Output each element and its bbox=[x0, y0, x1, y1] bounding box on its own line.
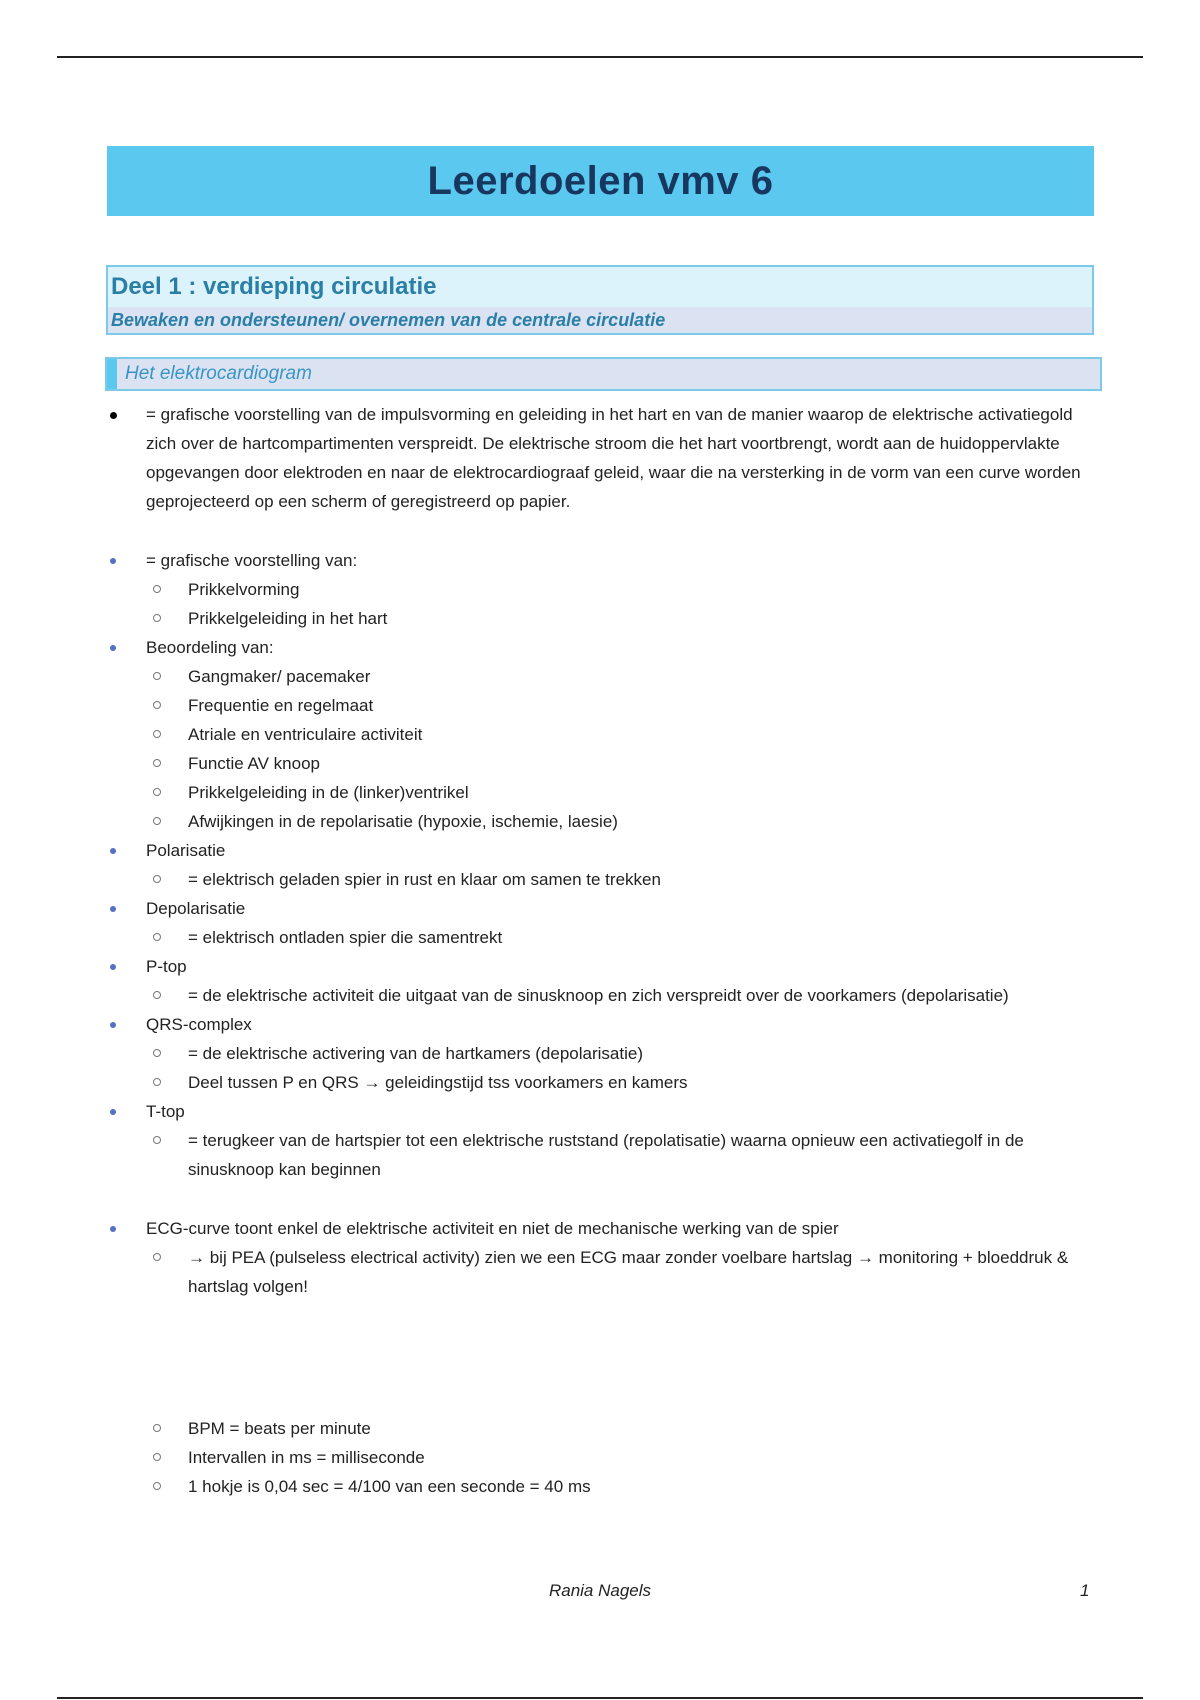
sub-list-item bbox=[0, 749, 1200, 778]
page-number: 1 bbox=[1080, 1581, 1090, 1600]
sub-list-item-text: → bij PEA (pulseless electrical activity) zien we een ECG maar zonder voelbare hartslag → monitoring + bloeddruk & hartslag volgen! bbox=[188, 1248, 1069, 1296]
title-banner bbox=[107, 146, 1094, 216]
section-header bbox=[106, 265, 1094, 335]
bullet-icon bbox=[110, 848, 116, 854]
circle-bullet-icon bbox=[153, 991, 161, 999]
circle-bullet-icon bbox=[153, 788, 161, 796]
sub-list-item bbox=[0, 1126, 1200, 1184]
sub-list-item bbox=[0, 923, 1200, 952]
list-item bbox=[0, 1097, 1200, 1126]
list-item-label: QRS-complex bbox=[146, 1015, 252, 1034]
sub-list-item bbox=[0, 1039, 1200, 1068]
sub-list-item bbox=[0, 720, 1200, 749]
list-item-label: T-top bbox=[146, 1102, 185, 1121]
document-title: Leerdoelen vmv 6 bbox=[427, 158, 774, 203]
sub-list-item-text: = elektrisch geladen spier in rust en klaar om samen te trekken bbox=[188, 870, 661, 889]
sub-list-item-text: Atriale en ventriculaire activiteit bbox=[188, 725, 423, 744]
list-item bbox=[0, 633, 1200, 662]
top-rule bbox=[57, 56, 1143, 58]
bullet-icon bbox=[110, 1109, 116, 1115]
sub-list-item-text: Gangmaker/ pacemaker bbox=[188, 667, 371, 686]
sub-list-item bbox=[0, 575, 1200, 604]
sub-list-item bbox=[0, 1243, 1200, 1301]
bullet-icon bbox=[110, 1226, 116, 1232]
bullet-icon bbox=[110, 645, 116, 651]
sub-list-item-text: BPM = beats per minute bbox=[188, 1419, 371, 1438]
section-subtitle-row bbox=[108, 307, 1092, 333]
list-item-label: Beoordeling van: bbox=[146, 638, 274, 657]
spacer bbox=[0, 1301, 1200, 1414]
circle-bullet-icon bbox=[153, 730, 161, 738]
bottom-rule bbox=[57, 1697, 1143, 1699]
footer-author: Rania Nagels bbox=[548, 1581, 652, 1600]
sub-list-item bbox=[0, 691, 1200, 720]
sub-list-item bbox=[0, 865, 1200, 894]
list-item bbox=[0, 894, 1200, 923]
sub-list-item bbox=[0, 981, 1200, 1010]
sub-list-item-text: Frequentie en regelmaat bbox=[188, 696, 374, 715]
intro-text: = grafische voorstelling van de impulsvorming en geleiding in het hart en van de manier waarop de elektrische activatiegold zich over de hartcompartimenten verspreidt. De elektrische stroom die het hart voortbrengt, wordt aan de huidoppervlakte opgevangen door elektroden en naar de elektrocardiograaf geleid, waar die na versterking in de vorm van een curve worden geprojecteerd op een scherm of geregistreerd op papier. bbox=[146, 405, 1081, 511]
sub-list-item bbox=[0, 778, 1200, 807]
circle-bullet-icon bbox=[153, 1136, 161, 1144]
sub-list-item bbox=[0, 604, 1200, 633]
list-item bbox=[0, 952, 1200, 981]
list-item bbox=[0, 546, 1200, 575]
bullet-icon bbox=[110, 412, 117, 419]
subsection-accent bbox=[107, 359, 117, 389]
sub-list-item bbox=[0, 662, 1200, 691]
sub-list-item bbox=[0, 807, 1200, 836]
list-item bbox=[0, 1010, 1200, 1039]
circle-bullet-icon bbox=[153, 875, 161, 883]
bullet-icon bbox=[110, 964, 116, 970]
list-item-label: = grafische voorstelling van: bbox=[146, 551, 358, 570]
spacer bbox=[0, 1184, 1200, 1214]
sub-list-item bbox=[0, 1068, 1200, 1097]
sub-list-item-text: = elektrisch ontladen spier die samentrekt bbox=[188, 928, 503, 947]
circle-bullet-icon bbox=[153, 933, 161, 941]
sub-list-item-text: = terugkeer van de hartspier tot een elektrische ruststand (repolatisatie) waarna opnieuw een activatiegolf in de sinusknoop kan beginnen bbox=[188, 1131, 1024, 1179]
sub-list-item-text: 1 hokje is 0,04 sec = 4/100 van een seconde = 40 ms bbox=[188, 1477, 591, 1496]
circle-bullet-icon bbox=[153, 672, 161, 680]
circle-bullet-icon bbox=[153, 1049, 161, 1057]
bullet-icon bbox=[110, 906, 116, 912]
intro-paragraph bbox=[0, 400, 1200, 516]
section-title: Deel 1 : verdieping circulatie bbox=[111, 273, 437, 300]
sub-list-item-text: = de elektrische activering van de hartkamers (depolarisatie) bbox=[188, 1044, 643, 1063]
bullet-icon bbox=[110, 558, 116, 564]
circle-bullet-icon bbox=[153, 1453, 161, 1461]
subsection-header bbox=[105, 357, 1102, 391]
units-list bbox=[0, 1414, 1200, 1501]
sub-list-item-text: Prikkelgeleiding in de (linker)ventrikel bbox=[188, 783, 469, 802]
sub-list-item bbox=[0, 1414, 1200, 1443]
circle-bullet-icon bbox=[153, 585, 161, 593]
circle-bullet-icon bbox=[153, 1253, 161, 1261]
sub-list-item-text: Intervallen in ms = milliseconde bbox=[188, 1448, 425, 1467]
circle-bullet-icon bbox=[153, 817, 161, 825]
list-item-label: Polarisatie bbox=[146, 841, 226, 860]
circle-bullet-icon bbox=[153, 1078, 161, 1086]
subsection-title: Het elektrocardiogram bbox=[125, 363, 312, 384]
list-item bbox=[0, 1214, 1200, 1243]
sub-list-item-text: Afwijkingen in de repolarisatie (hypoxie, ischemie, laesie) bbox=[188, 812, 618, 831]
sub-list-item-text: = de elektrische activiteit die uitgaat van de sinusknoop en zich verspreidt over de voorkamers (depolarisatie) bbox=[188, 986, 1009, 1005]
sub-list-item-text: Functie AV knoop bbox=[188, 754, 320, 773]
document-body bbox=[0, 400, 1200, 1501]
sub-list-item-text: Prikkelgeleiding in het hart bbox=[188, 609, 388, 628]
circle-bullet-icon bbox=[153, 701, 161, 709]
sub-list-item-text: Deel tussen P en QRS → geleidingstijd tss voorkamers en kamers bbox=[188, 1073, 688, 1092]
circle-bullet-icon bbox=[153, 1482, 161, 1490]
section-title-row bbox=[108, 267, 1092, 307]
list-item-label: ECG-curve toont enkel de elektrische activiteit en niet de mechanische werking van de spier bbox=[146, 1219, 839, 1238]
ecg-bullet bbox=[0, 1214, 1200, 1301]
bullet-list bbox=[0, 546, 1200, 1184]
circle-bullet-icon bbox=[153, 759, 161, 767]
sub-list-item bbox=[0, 1472, 1200, 1501]
section-subtitle: Bewaken en ondersteunen/ overnemen van de centrale circulatie bbox=[111, 309, 666, 330]
circle-bullet-icon bbox=[153, 1424, 161, 1432]
circle-bullet-icon bbox=[153, 614, 161, 622]
list-item bbox=[0, 836, 1200, 865]
bullet-icon bbox=[110, 1022, 116, 1028]
list-item-label: P-top bbox=[146, 957, 187, 976]
list-item-label: Depolarisatie bbox=[146, 899, 246, 918]
sub-list-item bbox=[0, 1443, 1200, 1472]
sub-list-item-text: Prikkelvorming bbox=[188, 580, 300, 599]
